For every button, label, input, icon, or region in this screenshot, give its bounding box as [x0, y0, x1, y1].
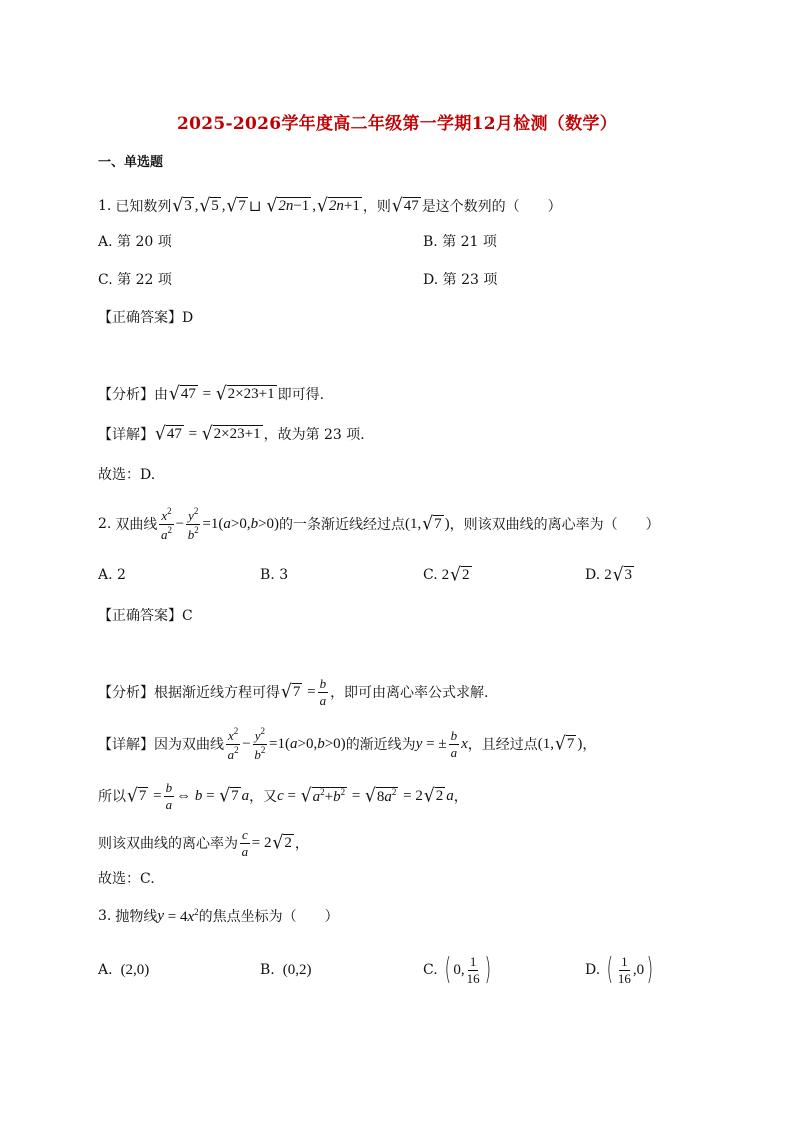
question-text: 的焦点坐标为（ ）: [198, 909, 339, 925]
math-fraction: $\frac{b}{a}$: [450, 727, 458, 760]
math-sqrt: √ 2: [272, 831, 292, 854]
option-d: D. 2 √ 3: [585, 563, 633, 586]
detail-text: 的渐近线为: [345, 737, 416, 753]
math-sqrt: √ 7: [219, 784, 239, 807]
option-b: B. (0,2): [260, 961, 312, 978]
math-sqrt: √ 2n−1: [266, 194, 310, 217]
option-letter: C.: [423, 567, 438, 583]
option-letter: C.: [423, 962, 438, 978]
answer-line: 【正确答案】C: [98, 608, 193, 624]
option-letter: B.: [260, 962, 275, 978]
option-c: C. 2 √ 2: [423, 563, 470, 586]
detail-line: 【详解】 因为双曲线 $\frac{x^2}{a^2}$ − $\frac{y^2}{b^2}$ =1(a>0,b>0) 的渐近线为 y = ± $\frac{b}{a}$ x ，且经过点 (1, √ 7 ) ，: [98, 725, 597, 762]
detail-label: 【详解】: [98, 427, 154, 443]
math-sqrt: √ 47: [155, 422, 182, 445]
math-sqrt: √ 3: [172, 194, 192, 217]
math-sqrt: √ 7: [554, 732, 575, 755]
option-a: A. (2,0): [98, 961, 150, 978]
option-d: D. 第 23 项: [423, 272, 498, 288]
question-number: 1.: [98, 198, 112, 214]
option-letter: D.: [585, 962, 601, 978]
analysis-line: 【分析】 根据渐近线方程可得 √ 7 = $\frac{b}{a}$ ，即可由离心率公式求解.: [98, 675, 489, 708]
math-sqrt: √ 47: [169, 382, 196, 405]
detail-text: ，故为第 23 项.: [263, 427, 365, 443]
option-b: B. 第 21 项: [423, 234, 497, 250]
math-sqrt: √ 2: [450, 563, 470, 586]
detail-line-2: 所以 √ 7 = $\frac{b}{a}$ ⇔ b = √ 7 a ，又 c = √ $a^2+b^2$ = √ $8a^2$ = 2 √ 2 a ，: [98, 779, 468, 812]
detail-text: 因为双曲线: [154, 737, 224, 753]
math-sqrt: √ $8a^2$: [365, 785, 397, 808]
math-sqrt: √ 5: [199, 194, 219, 217]
detail-text: ，且经过点: [467, 737, 538, 753]
math-fraction: $\frac{c}{a}$: [241, 826, 249, 859]
math-sqrt: √ 2×23+1: [215, 382, 275, 405]
math-fraction: $\frac{y^2}{b^2}$: [187, 505, 199, 542]
option-c: C. 第 22 项: [98, 272, 172, 288]
option-a: A. 第 20 项: [98, 234, 172, 250]
question-1-stem: 1. 已知数列 √ 3 , √ 5 , √ 7 ⊔ √ 2n−1 , √ 2n+1 ，则 √ 47 是这个数列的（ ）: [98, 194, 562, 217]
option-letter: D.: [585, 567, 601, 583]
choose-line: 故选：C.: [98, 871, 155, 887]
analysis-label: 【分析】: [98, 387, 154, 403]
detail-text: 所以: [98, 789, 126, 805]
math-sqrt: √ 47: [391, 194, 419, 217]
choose-line: 故选：D.: [98, 467, 156, 483]
detail-line-3: 则该双曲线的离心率为 $\frac{c}{a}$ = 2 √ 2 ，: [98, 826, 309, 859]
question-text: ，则: [362, 199, 391, 215]
math-sqrt: √ 7: [127, 784, 147, 807]
math-fraction: $\frac{x^2}{a^2}$: [161, 505, 172, 542]
question-2-stem: 2. 双曲线 $\frac{x^2}{a^2}$ − $\frac{y^2}{b^2}$ =1(a>0,b>0) 的一条渐近线经过点 (1, √ 7 ) ，则该双曲线的离心率为（ ）: [98, 505, 660, 542]
math-sqrt: √ 7: [422, 512, 442, 535]
option-c: C. ( 0, $\frac{1}{16}$ ): [423, 952, 491, 987]
analysis-text: 由: [154, 387, 168, 403]
section-heading: 一、单选题: [98, 155, 164, 170]
math-sqrt: √ 2×23+1: [201, 422, 261, 445]
math-sqrt: √ 2: [423, 784, 444, 807]
option-letter: A.: [98, 962, 113, 978]
math-fraction: $\frac{1}{16}$: [466, 953, 480, 986]
math-fraction: $\frac{y^2}{b^2}$: [254, 725, 266, 762]
analysis-line: 【分析】 由 √ 47 = √ 2×23+1 即可得.: [98, 382, 325, 405]
question-text: 是这个数列的（ ）: [421, 199, 562, 215]
detail-line: 【详解】 √ 47 = √ 2×23+1 ，故为第 23 项.: [98, 422, 365, 445]
option-a: A. 2: [98, 567, 126, 583]
answer-line: 【正确答案】D: [98, 310, 194, 326]
math-fraction: $\frac{b}{a}$: [165, 779, 173, 812]
math-fraction: $\frac{x^2}{a^2}$: [227, 725, 239, 762]
option-b: B. 3: [260, 567, 289, 583]
detail-label: 【详解】: [98, 737, 154, 753]
detail-text: 则该双曲线的离心率为: [98, 836, 238, 852]
question-number: 3.: [98, 908, 112, 924]
question-text: ，则该双曲线的离心率为（ ）: [449, 517, 660, 533]
question-text: 的一条渐近线经过点: [279, 517, 406, 533]
math-sqrt: √ 7: [226, 194, 246, 217]
analysis-text: ，即可由离心率公式求解.: [330, 685, 489, 701]
question-3-stem: 3. 抛物线 y = $4x^2$ 的焦点坐标为（ ）: [98, 906, 339, 925]
question-text: 抛物线: [115, 909, 158, 925]
option-d: D. ( $\frac{1}{16}$ ,0 ): [585, 952, 654, 987]
math-fraction: $\frac{b}{a}$: [319, 675, 327, 708]
question-text: 已知数列: [115, 199, 172, 215]
question-number: 2.: [98, 516, 112, 532]
math-sqrt: √ $a^2+b^2$: [300, 785, 346, 808]
analysis-text: 即可得.: [277, 387, 325, 403]
math-sqrt: √ 2n+1: [317, 194, 360, 217]
math-sqrt: √ 3: [612, 563, 633, 586]
math-sqrt: √ 7: [281, 680, 301, 703]
analysis-label: 【分析】: [98, 685, 154, 701]
question-text: 双曲线: [115, 517, 158, 533]
page-title: 2025-2026学年度高二年级第一学期12月检测（数学）: [176, 114, 618, 134]
math-fraction: $\frac{1}{16}$: [617, 953, 631, 986]
detail-text: ，又: [249, 789, 278, 805]
analysis-text: 根据渐近线方程可得: [154, 685, 280, 701]
